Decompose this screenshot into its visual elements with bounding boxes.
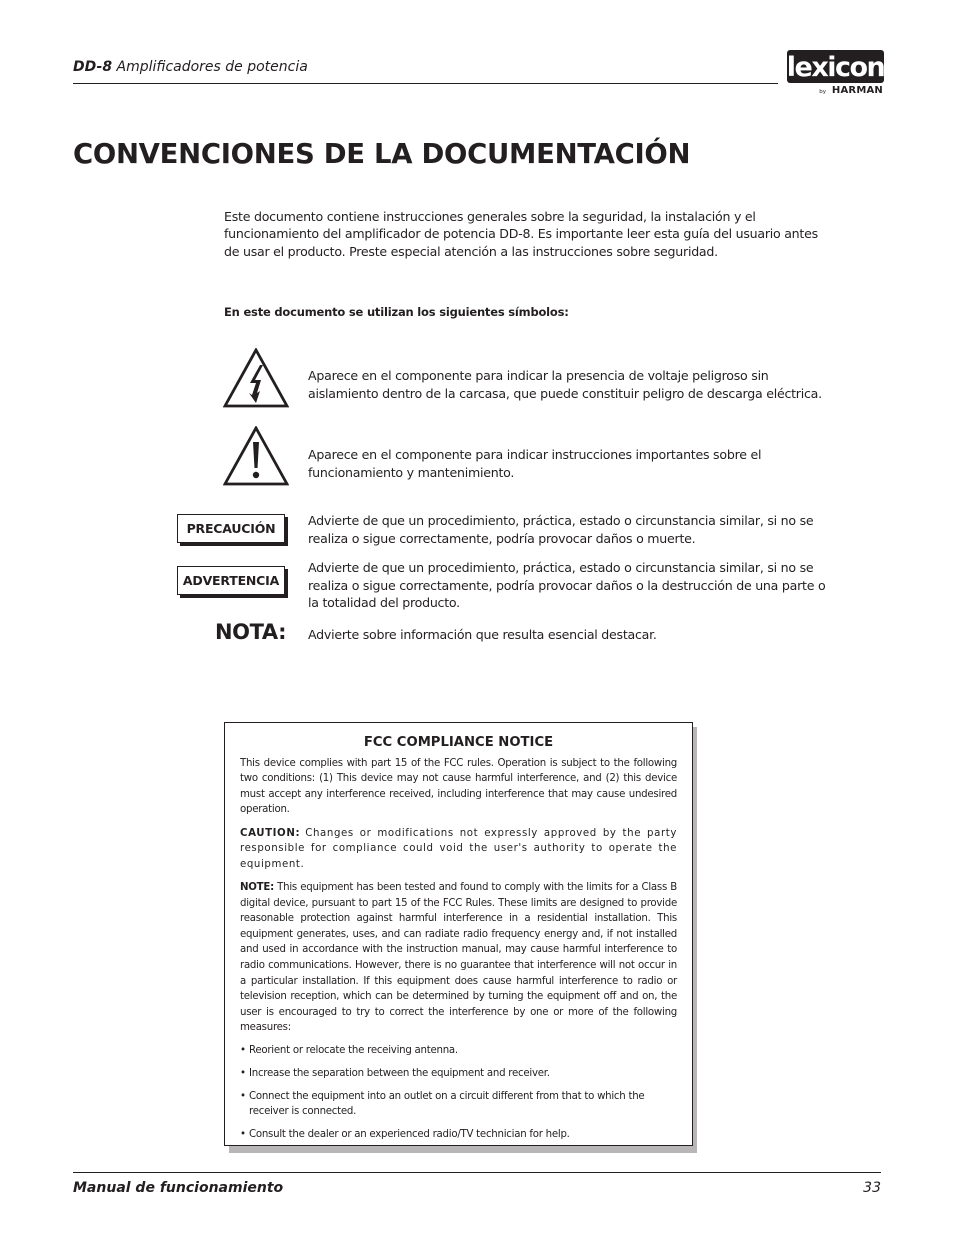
footer-rule: [73, 1172, 881, 1173]
attention-symbol-text: Aparece en el componente para indicar instrucciones importantes sobre el funcionamiento y mantenimiento.: [308, 447, 762, 480]
fcc-measures-list: [240, 1043, 677, 1142]
header-title: [73, 59, 308, 75]
bullet: •: [240, 1045, 246, 1057]
list-item: [240, 1066, 677, 1082]
brand-by: by: [819, 89, 826, 95]
footer-manual-title: Manual de funcionamiento: [73, 1180, 284, 1196]
bullet: •: [240, 1090, 246, 1102]
header-rule: [73, 83, 778, 84]
precaucion-text: Advierte de que un procedimiento, práctica, estado o circunstancia similar, si no se realiza o sigue correctamente, podría provocar daños o muerte.: [308, 513, 814, 546]
nota-text: Advierte sobre información que resulta esencial destacar.: [308, 627, 657, 642]
lightning-warning-icon: [223, 348, 289, 408]
note-text: This equipment has been tested and found to comply with the limits for a Class B digital device, pursuant to part 15 of the FCC Rules. These limits are designed to provide reasonable protection against harmful interference in a residential installation. This equipment generates, uses, and can radiate radio frequency energy and, if not installed and used in accordance with the instruction manual, may cause harmful interference to radio communications. However, there is no guarantee that interference will not occur in a particular installation. If this equipment does cause harmful interference to radio or television reception, which can be determined by turning the equipment off and on, the user is encouraged to try to correct the interference by one or more of the following measures:: [240, 881, 677, 1034]
fcc-paragraph: This device complies with part 15 of the FCC rules. Operation is subject to the following two conditions: (1) This device may not cause harmful interference, and (2) this device must accept any interference received, including interference that may cause undesired operation.: [240, 757, 677, 816]
advertencia-label-text: ADVERTENCIA: [182, 573, 280, 588]
voltage-symbol-text: Aparece en el componente para indicar la presencia de voltaje peligroso sin aislamiento dentro de la carcasa, que puede constituir peligro de descarga eléctrica.: [308, 368, 822, 401]
measure-text: Consult the dealer or an experienced radio/TV technician for help.: [249, 1128, 570, 1140]
fcc-notice-box: [224, 722, 693, 1146]
fcc-title: FCC COMPLIANCE NOTICE: [363, 735, 554, 750]
advertencia-text: Advierte de que un procedimiento, práctica, estado o circunstancia similar, si no se realiza o sigue correctamente, podría provocar daños o la destrucción de una parte o la totalidad del producto.: [308, 560, 826, 610]
brand-name: lexicon: [787, 52, 884, 83]
advertencia-label: [177, 566, 285, 595]
lexicon-logo: [787, 50, 884, 96]
measure-text: Reorient or relocate the receiving antenna.: [249, 1045, 458, 1057]
measure-text: Increase the separation between the equipment and receiver.: [249, 1068, 550, 1080]
model-name: DD-8: [73, 59, 113, 75]
list-item: [240, 1127, 677, 1143]
list-item: [240, 1089, 677, 1120]
nota-label: NOTA:: [215, 620, 287, 644]
precaucion-label: [177, 514, 285, 543]
fcc-caution: [240, 826, 677, 873]
exclamation-warning-icon: [223, 426, 289, 486]
caution-label: CAUTION:: [240, 827, 301, 839]
bullet: •: [240, 1068, 246, 1080]
caution-text: Changes or modifications not expressly approved by the party responsible for compliance could void the user's authority to operate the equipment.: [240, 827, 677, 870]
note-label: NOTE:: [240, 881, 274, 893]
list-item: [240, 1043, 677, 1059]
brand-parent: HARMAN: [831, 85, 883, 96]
header-subtitle: Amplificadores de potencia: [116, 59, 308, 75]
page-title: CONVENCIONES DE LA DOCUMENTACIÓN: [73, 138, 691, 170]
intro-paragraph: Este documento contiene instrucciones generales sobre la seguridad, la instalación y el funcionamiento del amplificador de potencia DD-8. Es importante leer esta guía del usuario antes de usar el producto. Preste especial atención a las instrucciones sobre seguridad.: [224, 209, 818, 259]
bullet: •: [240, 1128, 246, 1140]
fcc-note: [240, 880, 677, 1036]
page-number: 33: [863, 1180, 881, 1196]
precaucion-label-text: PRECAUCIÓN: [186, 521, 276, 536]
symbols-heading: En este documento se utilizan los siguientes símbolos:: [224, 305, 569, 319]
measure-text: Connect the equipment into an outlet on a circuit different from that to which the receiver is connected.: [249, 1090, 645, 1118]
